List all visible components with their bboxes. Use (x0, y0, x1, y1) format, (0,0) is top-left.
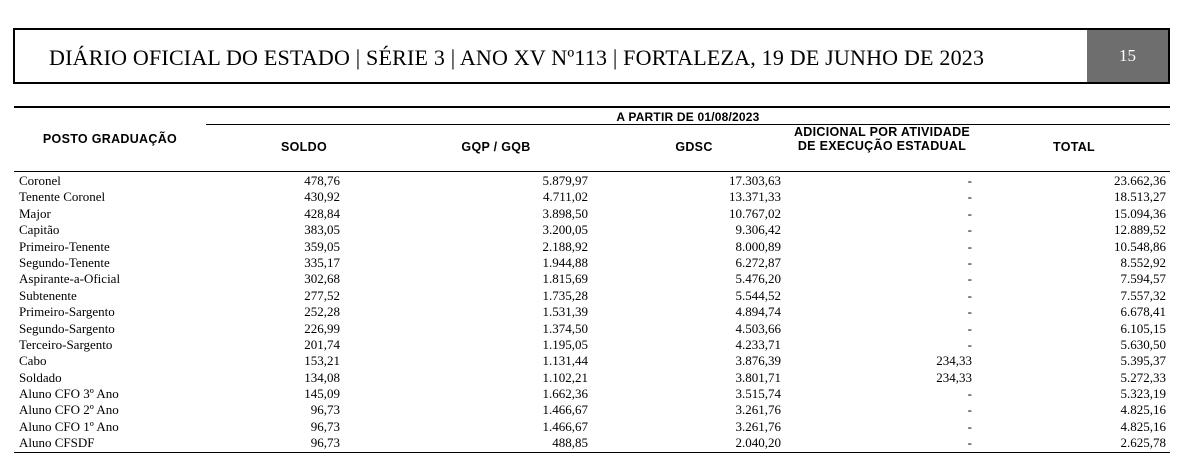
page-header (13, 28, 1170, 84)
rank-cell: Capitão (19, 222, 60, 238)
soldo-cell: 96,73 (310, 435, 340, 451)
gqp-cell: 3.898,50 (542, 205, 588, 221)
table-row (14, 419, 1170, 435)
rank-cell: Aluno CFSDF (19, 435, 95, 451)
table-row (14, 353, 1170, 369)
soldo-cell: 430,92 (304, 189, 340, 205)
rank-cell: Primeiro-Sargento (19, 304, 115, 320)
soldo-cell: 335,17 (304, 254, 340, 270)
soldo-cell: 96,73 (310, 402, 340, 418)
table-row (14, 402, 1170, 418)
table-row (14, 337, 1170, 353)
header-title: DIÁRIO OFICIAL DO ESTADO | SÉRIE 3 | ANO XV Nº113 | FORTALEZA, 19 DE JUNHO DE 2023 (49, 45, 985, 70)
gdsc-cell: 5.544,52 (735, 287, 781, 303)
table-row (14, 255, 1170, 271)
soldo-cell: 134,08 (304, 369, 340, 385)
rank-cell: Terceiro-Sargento (19, 336, 113, 352)
gqp-cell: 1.466,67 (542, 402, 588, 418)
soldo-cell: 252,28 (304, 304, 340, 320)
rank-cell: Segundo-Tenente (19, 254, 110, 270)
column-header-gqp: GQP / GQB (461, 140, 531, 154)
rank-cell: Aluno CFO 2º Ano (19, 402, 119, 418)
soldo-cell: 226,99 (304, 320, 340, 336)
soldo-cell: 277,52 (304, 287, 340, 303)
adicional-cell: - (967, 238, 972, 254)
table-row (14, 173, 1170, 189)
gdsc-cell: 9.306,42 (735, 222, 781, 238)
table-row (14, 189, 1170, 205)
gdsc-cell: 4.503,66 (735, 320, 781, 336)
gdsc-cell: 3.261,76 (735, 402, 781, 418)
rank-cell: Tenente Coronel (19, 189, 106, 205)
gdsc-cell: 13.371,33 (729, 189, 781, 205)
adicional-cell: 234,33 (936, 353, 972, 369)
table-row (14, 435, 1170, 451)
total-cell: 7.594,57 (1120, 271, 1166, 287)
total-cell: 5.272,33 (1120, 369, 1166, 385)
total-cell: 2.625,78 (1120, 435, 1166, 451)
soldo-cell: 145,09 (304, 386, 340, 402)
column-header-total: TOTAL (1052, 140, 1095, 154)
rank-cell: Aluno CFO 3º Ano (19, 386, 119, 402)
total-cell: 18.513,27 (1114, 189, 1166, 205)
table-body (14, 173, 1170, 452)
soldo-cell: 201,74 (304, 336, 340, 352)
gqp-cell: 1.131,44 (542, 353, 588, 369)
gqp-cell: 4.711,02 (542, 189, 588, 205)
page-number-box (1087, 30, 1168, 82)
gqp-cell: 1.374,50 (542, 320, 588, 336)
gqp-cell: 1.195,05 (542, 336, 588, 352)
gqp-cell: 1.735,28 (542, 287, 588, 303)
adicional-cell: - (967, 386, 972, 402)
total-cell: 10.548,86 (1114, 238, 1166, 254)
rank-cell: Coronel (19, 173, 61, 188)
soldo-cell: 478,76 (304, 173, 340, 188)
rank-cell: Segundo-Sargento (19, 320, 115, 336)
total-cell: 6.678,41 (1120, 304, 1166, 320)
column-header-gdsc: GDSC (675, 140, 713, 154)
adicional-cell: - (967, 173, 972, 188)
total-cell: 12.889,52 (1114, 222, 1166, 238)
gqp-cell: 1.662,36 (542, 386, 588, 402)
soldo-cell: 359,05 (304, 238, 340, 254)
adicional-cell: - (967, 271, 972, 287)
table-top-rule (14, 106, 1170, 108)
rank-cell: Cabo (19, 353, 47, 369)
gdsc-cell: 5.476,20 (735, 271, 781, 287)
gdsc-cell: 4.894,74 (735, 304, 781, 320)
table-bottom-rule (14, 452, 1170, 453)
page-number: 15 (1119, 46, 1136, 65)
gqp-cell: 1.944,88 (542, 254, 588, 270)
gdsc-cell: 4.233,71 (735, 336, 781, 352)
adicional-cell: - (967, 254, 972, 270)
rank-cell: Aluno CFO 1º Ano (19, 418, 119, 434)
gdsc-cell: 8.000,89 (735, 238, 781, 254)
adicional-cell: - (967, 320, 972, 336)
gqp-cell: 488,85 (552, 435, 588, 451)
column-header-soldo: SOLDO (281, 140, 327, 154)
adicional-cell: - (967, 418, 972, 434)
soldo-cell: 153,21 (304, 353, 340, 369)
table-row (14, 370, 1170, 386)
total-cell: 6.105,15 (1120, 320, 1166, 336)
table-row (14, 239, 1170, 255)
column-header-rank: POSTO GRADUAÇÃO (42, 132, 178, 146)
total-cell: 7.557,32 (1120, 287, 1166, 303)
gdsc-cell: 2.040,20 (735, 435, 781, 451)
table-row (14, 321, 1170, 337)
rank-cell: Soldado (19, 369, 62, 385)
adicional-cell: - (967, 205, 972, 221)
total-cell: 4.825,16 (1120, 418, 1166, 434)
table-row (14, 386, 1170, 402)
gdsc-cell: 10.767,02 (729, 205, 781, 221)
gdsc-cell: 3.801,71 (735, 369, 781, 385)
total-cell: 15.094,36 (1114, 205, 1166, 221)
gdsc-cell: 3.261,76 (735, 418, 781, 434)
adicional-cell: 234,33 (936, 369, 972, 385)
total-cell: 23.662,36 (1114, 173, 1166, 188)
table-group-label: A PARTIR DE 01/08/2023 (616, 110, 760, 124)
adicional-cell: - (967, 435, 972, 451)
adicional-cell: - (967, 222, 972, 238)
column-header-adicional: ADICIONAL POR ATIVIDADE DE EXECUÇÃO ESTADUAL (793, 125, 971, 153)
adicional-cell: - (967, 189, 972, 205)
total-cell: 8.552,92 (1120, 254, 1166, 270)
gqp-cell: 1.531,39 (542, 304, 588, 320)
gdsc-cell: 3.876,39 (735, 353, 781, 369)
table-row (14, 271, 1170, 287)
total-cell: 5.323,19 (1120, 386, 1166, 402)
gqp-cell: 1.466,67 (542, 418, 588, 434)
table-row (14, 304, 1170, 320)
total-cell: 5.630,50 (1120, 336, 1166, 352)
table-row (14, 288, 1170, 304)
soldo-cell: 428,84 (304, 205, 340, 221)
gdsc-cell: 6.272,87 (735, 254, 781, 270)
gqp-cell: 3.200,05 (542, 222, 588, 238)
table-row (14, 206, 1170, 222)
rank-cell: Primeiro-Tenente (19, 238, 110, 254)
adicional-cell: - (967, 304, 972, 320)
adicional-cell: - (967, 402, 972, 418)
total-cell: 5.395,37 (1120, 353, 1166, 369)
rank-cell: Aspirante-a-Oficial (19, 271, 121, 287)
soldo-cell: 96,73 (310, 418, 340, 434)
rank-cell: Major (19, 205, 51, 221)
soldo-cell: 302,68 (304, 271, 340, 287)
gdsc-cell: 3.515,74 (735, 386, 781, 402)
gqp-cell: 2.188,92 (542, 238, 588, 254)
gqp-cell: 1.815,69 (542, 271, 588, 287)
gdsc-cell: 17.303,63 (729, 173, 781, 188)
group-label-rule (206, 124, 1170, 125)
soldo-cell: 383,05 (304, 222, 340, 238)
total-cell: 4.825,16 (1120, 402, 1166, 418)
header-bottom-rule (14, 171, 1170, 172)
adicional-cell: - (967, 287, 972, 303)
table-row (14, 222, 1170, 238)
adicional-cell: - (967, 336, 972, 352)
gqp-cell: 5.879,97 (542, 173, 588, 188)
gqp-cell: 1.102,21 (542, 369, 588, 385)
rank-cell: Subtenente (19, 287, 77, 303)
